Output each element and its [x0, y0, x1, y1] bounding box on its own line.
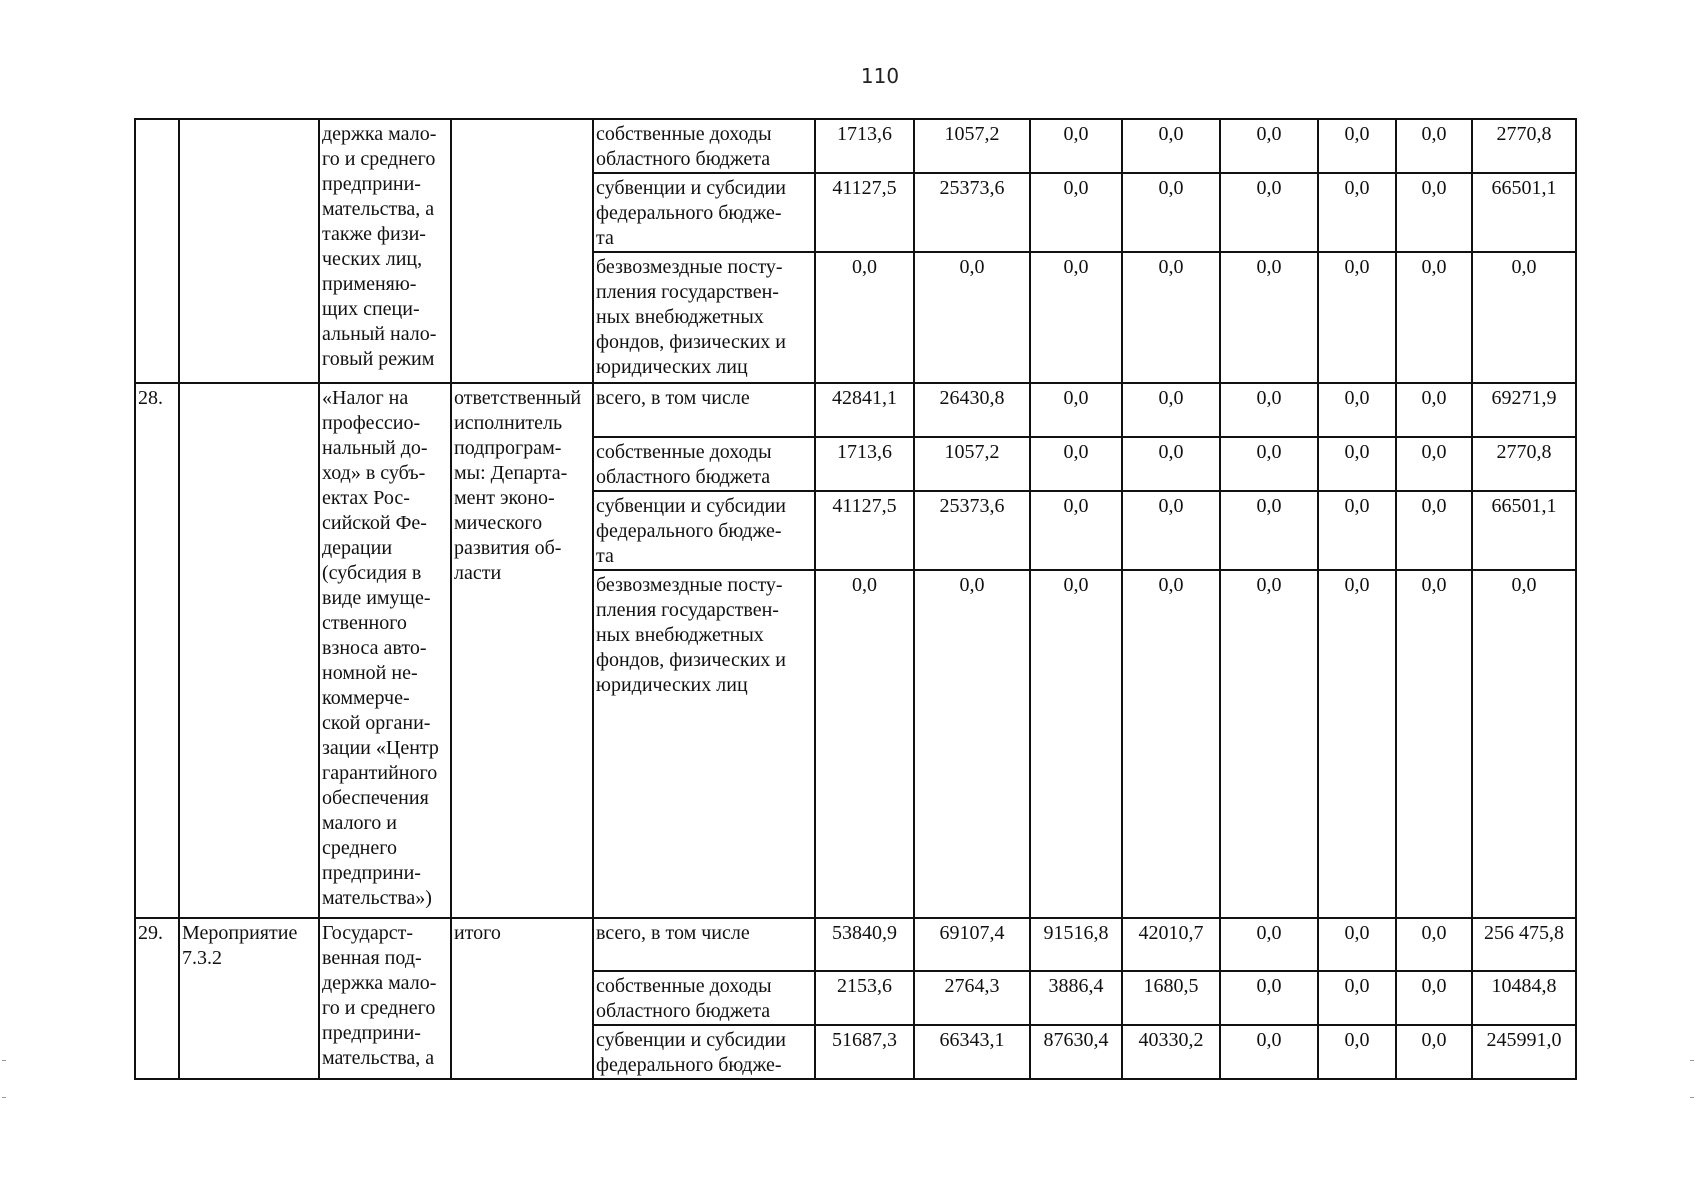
funding-source-cell: субвенции и субсидии федерального бюдже-: [593, 1025, 815, 1079]
funding-source-cell: всего, в том числе: [593, 918, 815, 971]
value-cell: 0,0: [1318, 1025, 1396, 1079]
row-number-cell: 28.: [135, 383, 179, 918]
subprogram-cell: Государст- венная под- держка мало- го и среднего предприни- мательства, а: [319, 918, 451, 1079]
value-cell: 0,0: [1122, 173, 1220, 252]
event-cell: [179, 383, 319, 918]
value-cell: 0,0: [1318, 252, 1396, 383]
value-cell: 42841,1: [815, 383, 914, 437]
value-cell: 87630,4: [1030, 1025, 1122, 1079]
value-cell: 2153,6: [815, 971, 914, 1025]
value-cell: 25373,6: [914, 491, 1030, 570]
value-cell: 1713,6: [815, 119, 914, 173]
value-cell: 0,0: [914, 570, 1030, 918]
value-cell: 0,0: [815, 570, 914, 918]
subprogram-cell: «Налог на профессио- нальный до- ход» в субъ- ектах Рос- сийской Фе- дерации (субсидия в виде имуще- ственного взноса авто- номной не- коммерче- ской органи- зации «Центр гарантийного обеспечения малого и среднего предприни- мательства»): [319, 383, 451, 918]
value-cell: 0,0: [1318, 437, 1396, 491]
value-cell: 41127,5: [815, 173, 914, 252]
value-cell: 2770,8: [1472, 437, 1576, 491]
value-cell: 2770,8: [1472, 119, 1576, 173]
value-cell: 69107,4: [914, 918, 1030, 971]
scan-edge-mark: [2, 1060, 6, 1098]
funding-source-cell: субвенции и субсидии федерального бюдже- та: [593, 173, 815, 252]
executor-cell: ответственный исполнитель подпрограм- мы: Департа- мент эконо- мического развития об- ласти: [451, 383, 593, 918]
value-cell: 0,0: [1396, 119, 1472, 173]
value-cell: 25373,6: [914, 173, 1030, 252]
value-cell: 0,0: [1318, 119, 1396, 173]
value-cell: 0,0: [1122, 570, 1220, 918]
event-cell: [179, 119, 319, 383]
executor-cell: итого: [451, 918, 593, 1079]
table-row: [135, 119, 1576, 173]
funding-source-cell: собственные доходы областного бюджета: [593, 971, 815, 1025]
value-cell: 0,0: [1396, 491, 1472, 570]
value-cell: 0,0: [1220, 119, 1318, 173]
value-cell: 0,0: [1220, 173, 1318, 252]
value-cell: 0,0: [1318, 971, 1396, 1025]
value-cell: 42010,7: [1122, 918, 1220, 971]
value-cell: 0,0: [1030, 437, 1122, 491]
value-cell: 0,0: [1030, 252, 1122, 383]
value-cell: 0,0: [1396, 252, 1472, 383]
value-cell: 10484,8: [1472, 971, 1576, 1025]
value-cell: 0,0: [1396, 570, 1472, 918]
value-cell: 1057,2: [914, 437, 1030, 491]
event-cell: Мероприятие 7.3.2: [179, 918, 319, 1079]
value-cell: 0,0: [1220, 383, 1318, 437]
value-cell: 0,0: [815, 252, 914, 383]
value-cell: 0,0: [1030, 173, 1122, 252]
value-cell: 0,0: [1396, 437, 1472, 491]
budget-table: [134, 118, 1577, 1080]
value-cell: 0,0: [1396, 918, 1472, 971]
value-cell: 51687,3: [815, 1025, 914, 1079]
value-cell: 3886,4: [1030, 971, 1122, 1025]
value-cell: 0,0: [1220, 437, 1318, 491]
value-cell: 0,0: [1220, 252, 1318, 383]
value-cell: 0,0: [1220, 918, 1318, 971]
value-cell: 26430,8: [914, 383, 1030, 437]
value-cell: 0,0: [1220, 491, 1318, 570]
value-cell: 1713,6: [815, 437, 914, 491]
value-cell: 41127,5: [815, 491, 914, 570]
value-cell: 66501,1: [1472, 491, 1576, 570]
value-cell: 66343,1: [914, 1025, 1030, 1079]
value-cell: 0,0: [1122, 383, 1220, 437]
value-cell: 0,0: [1122, 252, 1220, 383]
value-cell: 0,0: [1396, 383, 1472, 437]
value-cell: 256 475,8: [1472, 918, 1576, 971]
table-row: [135, 918, 1576, 971]
value-cell: 245991,0: [1472, 1025, 1576, 1079]
value-cell: 0,0: [1220, 570, 1318, 918]
value-cell: 0,0: [1472, 252, 1576, 383]
funding-source-cell: субвенции и субсидии федерального бюдже- та: [593, 491, 815, 570]
value-cell: 0,0: [1318, 173, 1396, 252]
funding-source-cell: собственные доходы областного бюджета: [593, 119, 815, 173]
funding-source-cell: безвозмездные посту- пления государствен- ных внебюджетных фондов, физических и юридических лиц: [593, 252, 815, 383]
value-cell: 69271,9: [1472, 383, 1576, 437]
value-cell: 91516,8: [1030, 918, 1122, 971]
row-number-cell: 29.: [135, 918, 179, 1079]
value-cell: 0,0: [914, 252, 1030, 383]
value-cell: 0,0: [1122, 437, 1220, 491]
value-cell: 0,0: [1122, 119, 1220, 173]
value-cell: 66501,1: [1472, 173, 1576, 252]
value-cell: 1057,2: [914, 119, 1030, 173]
page-number: 110: [860, 64, 900, 88]
value-cell: 0,0: [1318, 918, 1396, 971]
value-cell: 0,0: [1318, 491, 1396, 570]
funding-source-cell: всего, в том числе: [593, 383, 815, 437]
executor-cell: [451, 119, 593, 383]
subprogram-cell: держка мало- го и среднего предприни- мательства, а также физи- ческих лиц, применяю- щих специ- альный нало- говый режим: [319, 119, 451, 383]
value-cell: 53840,9: [815, 918, 914, 971]
value-cell: 0,0: [1030, 570, 1122, 918]
value-cell: 1680,5: [1122, 971, 1220, 1025]
value-cell: 0,0: [1396, 1025, 1472, 1079]
scan-edge-mark: [1690, 1060, 1694, 1098]
funding-source-cell: безвозмездные посту- пления государствен- ных внебюджетных фондов, физических и юридических лиц: [593, 570, 815, 918]
funding-source-cell: собственные доходы областного бюджета: [593, 437, 815, 491]
value-cell: 0,0: [1030, 383, 1122, 437]
value-cell: 0,0: [1220, 971, 1318, 1025]
value-cell: 0,0: [1220, 1025, 1318, 1079]
table-row: [135, 383, 1576, 437]
value-cell: 0,0: [1030, 491, 1122, 570]
value-cell: 2764,3: [914, 971, 1030, 1025]
value-cell: 0,0: [1396, 173, 1472, 252]
value-cell: 0,0: [1122, 491, 1220, 570]
value-cell: 0,0: [1318, 570, 1396, 918]
row-number-cell: [135, 119, 179, 383]
value-cell: 0,0: [1030, 119, 1122, 173]
value-cell: 0,0: [1472, 570, 1576, 918]
value-cell: 0,0: [1396, 971, 1472, 1025]
value-cell: 0,0: [1318, 383, 1396, 437]
value-cell: 40330,2: [1122, 1025, 1220, 1079]
